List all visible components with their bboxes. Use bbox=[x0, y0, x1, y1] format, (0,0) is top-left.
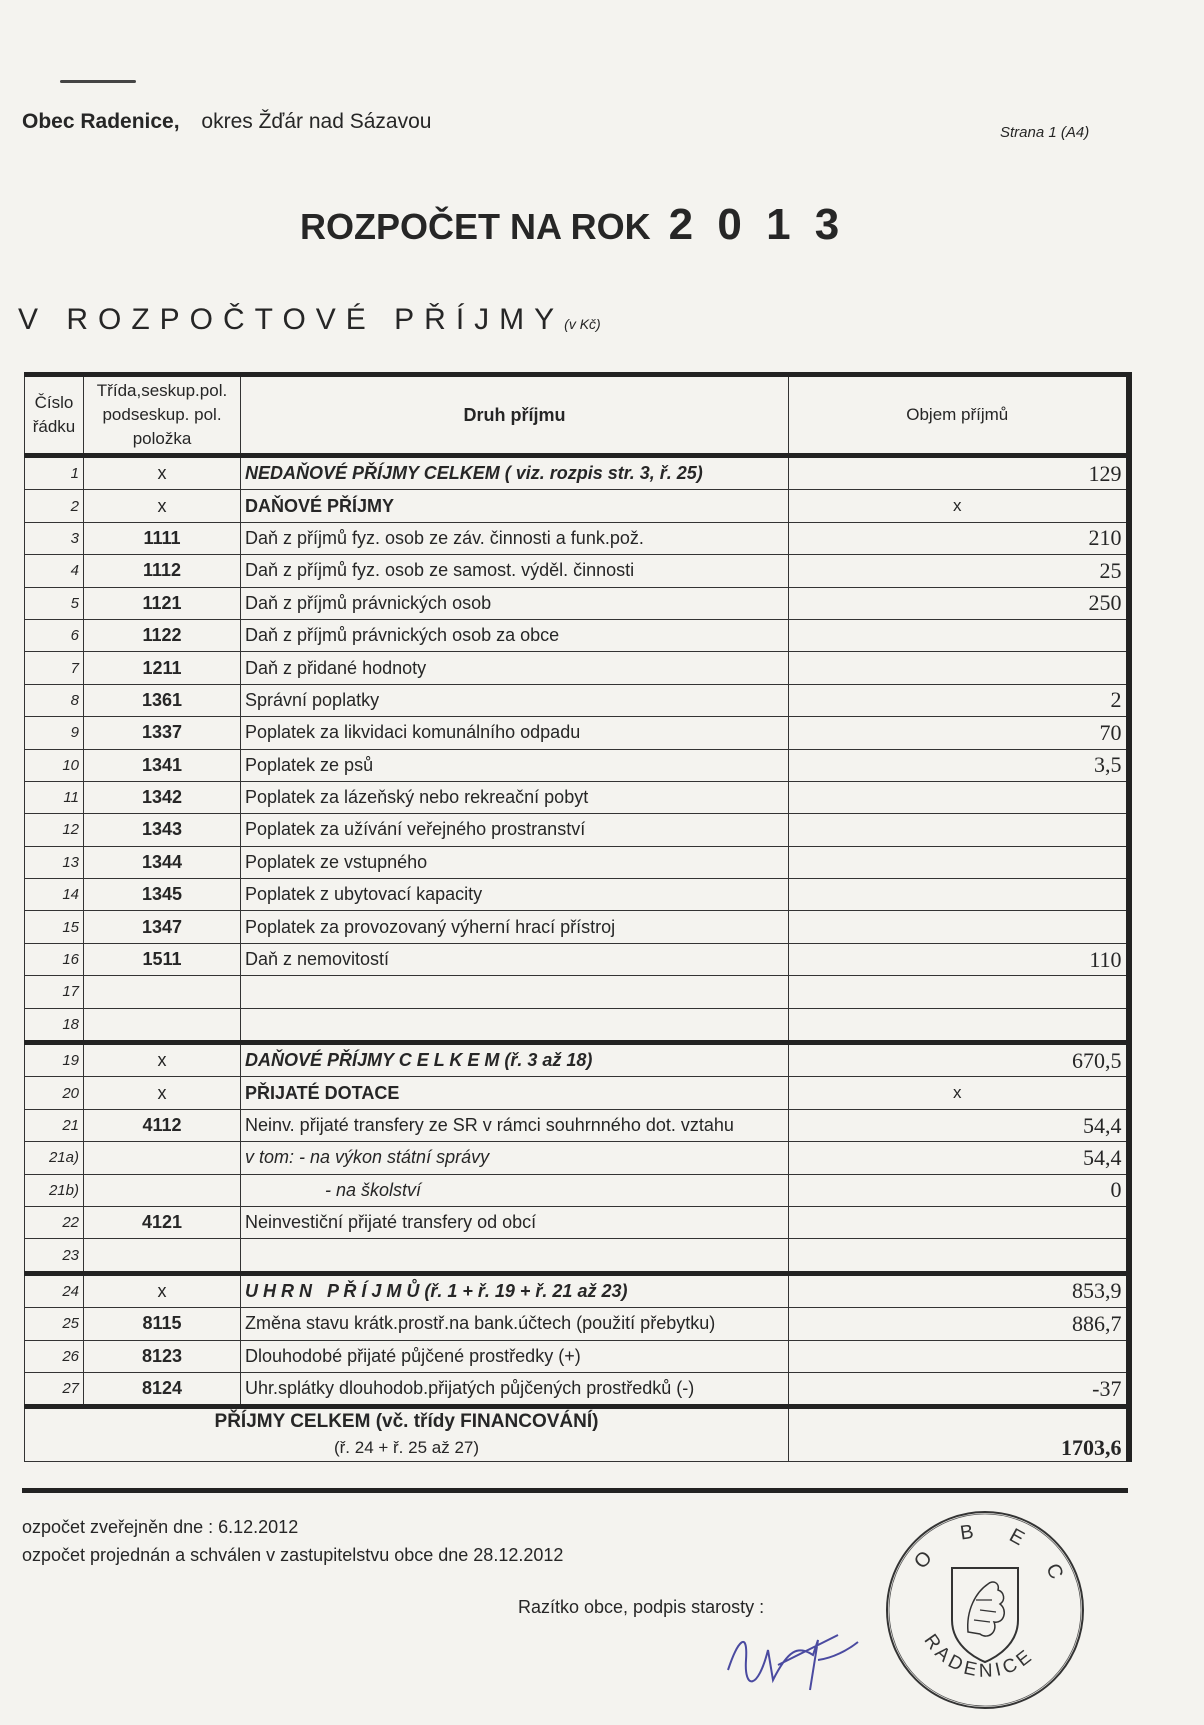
table-row bbox=[25, 911, 1129, 943]
table-row bbox=[25, 587, 1129, 619]
row-amount: 2 bbox=[789, 684, 1129, 716]
table-row bbox=[25, 1109, 1129, 1141]
row-amount bbox=[789, 846, 1129, 878]
row-number: 16 bbox=[25, 943, 84, 975]
row-number: 21a) bbox=[25, 1142, 84, 1174]
row-number: 9 bbox=[25, 717, 84, 749]
row-description: Daň z příjmů právnických osob bbox=[241, 587, 789, 619]
row-code: 1111 bbox=[84, 522, 241, 554]
row-description: Správní poplatky bbox=[241, 684, 789, 716]
municipal-stamp bbox=[880, 1500, 1090, 1710]
table-row bbox=[25, 1174, 1129, 1206]
row-number: 17 bbox=[25, 976, 84, 1008]
row-code: 8123 bbox=[84, 1340, 241, 1372]
total-value: 1703,6 bbox=[789, 1407, 1129, 1462]
row-description: NEDAŇOVÉ PŘÍJMY CELKEM ( viz. rozpis str. 3, ř. 25) bbox=[241, 456, 789, 490]
row-number: 15 bbox=[25, 911, 84, 943]
row-code: 1343 bbox=[84, 814, 241, 846]
section-label: V ROZPOČTOVÉ PŘÍJMY bbox=[18, 303, 565, 336]
row-amount bbox=[789, 879, 1129, 911]
row-amount: 129 bbox=[789, 456, 1129, 490]
table-row bbox=[25, 1340, 1129, 1372]
table-row bbox=[25, 879, 1129, 911]
table-row bbox=[25, 1008, 1129, 1042]
row-amount: x bbox=[789, 490, 1129, 522]
row-code bbox=[84, 1008, 241, 1042]
total-row bbox=[25, 1407, 1129, 1462]
district-name: okres Žďár nad Sázavou bbox=[201, 110, 432, 133]
row-description: Daň z nemovitostí bbox=[241, 943, 789, 975]
table-row bbox=[25, 522, 1129, 554]
row-number: 20 bbox=[25, 1077, 84, 1109]
row-number: 4 bbox=[25, 555, 84, 587]
table-row bbox=[25, 1372, 1129, 1406]
table-row bbox=[25, 717, 1129, 749]
table-header-row bbox=[25, 375, 1129, 456]
row-number: 1 bbox=[25, 456, 84, 490]
row-number: 3 bbox=[25, 522, 84, 554]
row-description: Daň z příjmů právnických osob za obce bbox=[241, 619, 789, 651]
row-description: Poplatek ze vstupného bbox=[241, 846, 789, 878]
row-code: 1112 bbox=[84, 555, 241, 587]
row-number: 25 bbox=[25, 1308, 84, 1340]
row-description: Daň z příjmů fyz. osob ze samost. výděl. činnosti bbox=[241, 555, 789, 587]
row-number: 21b) bbox=[25, 1174, 84, 1206]
row-amount bbox=[789, 652, 1129, 684]
table-row bbox=[25, 1308, 1129, 1340]
row-description: Změna stavu krátk.prostř.na bank.účtech (použití přebytku) bbox=[241, 1308, 789, 1340]
row-description bbox=[241, 1008, 789, 1042]
row-number: 27 bbox=[25, 1372, 84, 1406]
row-amount: 853,9 bbox=[789, 1273, 1129, 1307]
row-number: 23 bbox=[25, 1239, 84, 1273]
signature-icon bbox=[718, 1620, 868, 1700]
row-amount: 54,4 bbox=[789, 1142, 1129, 1174]
row-code: x bbox=[84, 490, 241, 522]
approved-note: ozpočet projednán a schválen v zastupitelstvu obce dne 28.12.2012 bbox=[22, 1545, 564, 1565]
row-code: x bbox=[84, 1273, 241, 1307]
row-amount bbox=[789, 1239, 1129, 1273]
row-number: 21 bbox=[25, 1109, 84, 1141]
table-row bbox=[25, 1239, 1129, 1273]
row-description: Poplatek za provozovaný výherní hrací přístroj bbox=[241, 911, 789, 943]
table-row bbox=[25, 781, 1129, 813]
table-row bbox=[25, 555, 1129, 587]
row-number: 12 bbox=[25, 814, 84, 846]
table-row bbox=[25, 1077, 1129, 1109]
table-row bbox=[25, 846, 1129, 878]
page-label: Strana 1 (A4) bbox=[1000, 124, 1090, 141]
municipality-name: Obec Radenice, bbox=[22, 110, 180, 133]
row-amount bbox=[789, 814, 1129, 846]
table-row bbox=[25, 1142, 1129, 1174]
header-type: Druh příjmu bbox=[241, 375, 789, 456]
lion-icon bbox=[968, 1582, 1005, 1636]
row-description: Poplatek za likvidaci komunálního odpadu bbox=[241, 717, 789, 749]
table-row bbox=[25, 814, 1129, 846]
row-description bbox=[241, 976, 789, 1008]
row-amount: -37 bbox=[789, 1372, 1129, 1406]
row-description: Daň z přidané hodnoty bbox=[241, 652, 789, 684]
row-description: U H R N P Ř Í J M Ů (ř. 1 + ř. 19 + ř. 21 až 23) bbox=[241, 1273, 789, 1307]
row-number: 19 bbox=[25, 1043, 84, 1077]
table-row bbox=[25, 1273, 1129, 1307]
table-row bbox=[25, 652, 1129, 684]
row-description: Dlouhodobé přijaté půjčené prostředky (+) bbox=[241, 1340, 789, 1372]
row-description: Daň z příjmů fyz. osob ze záv. činnosti a funk.pož. bbox=[241, 522, 789, 554]
table-body bbox=[25, 456, 1129, 1407]
table-row bbox=[25, 976, 1129, 1008]
row-number: 10 bbox=[25, 749, 84, 781]
row-amount bbox=[789, 1206, 1129, 1238]
row-amount: 25 bbox=[789, 555, 1129, 587]
row-amount bbox=[789, 976, 1129, 1008]
row-code: 4121 bbox=[84, 1206, 241, 1238]
row-amount: 210 bbox=[789, 522, 1129, 554]
row-amount: 110 bbox=[789, 943, 1129, 975]
row-code: 8124 bbox=[84, 1372, 241, 1406]
row-code bbox=[84, 1239, 241, 1273]
header-row-no: Číslo řádku bbox=[25, 375, 84, 456]
total-label: PŘÍJMY CELKEM (vč. třídy FINANCOVÁNÍ) bbox=[214, 1411, 599, 1433]
row-code: 1344 bbox=[84, 846, 241, 878]
row-amount bbox=[789, 1340, 1129, 1372]
row-description: - na školství bbox=[241, 1174, 789, 1206]
table-row bbox=[25, 684, 1129, 716]
row-amount: 54,4 bbox=[789, 1109, 1129, 1141]
row-code bbox=[84, 976, 241, 1008]
bottom-rule bbox=[22, 1488, 1128, 1493]
row-code: 1345 bbox=[84, 879, 241, 911]
row-number: 11 bbox=[25, 781, 84, 813]
row-code: 1361 bbox=[84, 684, 241, 716]
row-code: x bbox=[84, 456, 241, 490]
stamp-bottom-text: RADENICE bbox=[919, 1630, 1039, 1682]
header-left bbox=[22, 110, 431, 134]
published-note: ozpočet zveřejněn dne : 6.12.2012 bbox=[22, 1517, 299, 1537]
header-class: Třída,seskup.pol. podseskup. pol. položka bbox=[84, 375, 241, 456]
stamp-label: Razítko obce, podpis starosty : bbox=[518, 1597, 765, 1617]
row-number: 24 bbox=[25, 1273, 84, 1307]
row-code: 1337 bbox=[84, 717, 241, 749]
page-title bbox=[300, 200, 845, 250]
row-number: 18 bbox=[25, 1008, 84, 1042]
row-code: 1347 bbox=[84, 911, 241, 943]
row-description: v tom: - na výkon státní správy bbox=[241, 1142, 789, 1174]
row-description bbox=[241, 1239, 789, 1273]
row-number: 22 bbox=[25, 1206, 84, 1238]
row-code: 1342 bbox=[84, 781, 241, 813]
row-number: 13 bbox=[25, 846, 84, 878]
row-description: DAŇOVÉ PŘÍJMY bbox=[241, 490, 789, 522]
title-year: 2 0 1 3 bbox=[668, 200, 846, 249]
row-description: DAŇOVÉ PŘÍJMY C E L K E M (ř. 3 až 18) bbox=[241, 1043, 789, 1077]
row-description: Uhr.splátky dlouhodob.přijatých půjčených prostředků (-) bbox=[241, 1372, 789, 1406]
row-code: 1511 bbox=[84, 943, 241, 975]
row-amount: 886,7 bbox=[789, 1308, 1129, 1340]
section-unit: (v Kč) bbox=[564, 316, 601, 332]
row-number: 2 bbox=[25, 490, 84, 522]
row-number: 6 bbox=[25, 619, 84, 651]
row-amount: 670,5 bbox=[789, 1043, 1129, 1077]
table-row bbox=[25, 1043, 1129, 1077]
row-code: 1122 bbox=[84, 619, 241, 651]
table-row bbox=[25, 490, 1129, 522]
row-amount bbox=[789, 911, 1129, 943]
row-number: 26 bbox=[25, 1340, 84, 1372]
table-row bbox=[25, 1206, 1129, 1238]
row-amount bbox=[789, 781, 1129, 813]
total-sub: (ř. 24 + ř. 25 až 27) bbox=[333, 1438, 480, 1458]
row-amount: 0 bbox=[789, 1174, 1129, 1206]
table-row bbox=[25, 619, 1129, 651]
row-code: 4112 bbox=[84, 1109, 241, 1141]
row-description: Poplatek z ubytovací kapacity bbox=[241, 879, 789, 911]
row-code: x bbox=[84, 1043, 241, 1077]
row-code bbox=[84, 1142, 241, 1174]
table-row bbox=[25, 456, 1129, 490]
row-amount: 70 bbox=[789, 717, 1129, 749]
total-label-cell bbox=[25, 1407, 789, 1462]
row-code: 1341 bbox=[84, 749, 241, 781]
budget-table bbox=[24, 372, 1132, 1462]
row-description: Poplatek za lázeňský nebo rekreační pobyt bbox=[241, 781, 789, 813]
row-code: 8115 bbox=[84, 1308, 241, 1340]
section-heading bbox=[18, 303, 601, 337]
row-description: Poplatek ze psů bbox=[241, 749, 789, 781]
row-number: 7 bbox=[25, 652, 84, 684]
row-code bbox=[84, 1174, 241, 1206]
row-amount bbox=[789, 1008, 1129, 1042]
row-amount: 3,5 bbox=[789, 749, 1129, 781]
table-row bbox=[25, 943, 1129, 975]
title-text: ROZPOČET NA ROK bbox=[300, 206, 651, 247]
row-code: 1121 bbox=[84, 587, 241, 619]
row-amount: 250 bbox=[789, 587, 1129, 619]
header-amount: Objem příjmů bbox=[789, 375, 1129, 456]
row-number: 14 bbox=[25, 879, 84, 911]
row-description: Neinv. přijaté transfery ze SR v rámci souhrnného dot. vztahu bbox=[241, 1109, 789, 1141]
row-number: 5 bbox=[25, 587, 84, 619]
table-row bbox=[25, 749, 1129, 781]
top-rule bbox=[60, 80, 136, 83]
shield-icon bbox=[952, 1568, 1018, 1662]
row-description: PŘIJATÉ DOTACE bbox=[241, 1077, 789, 1109]
row-description: Neinvestiční přijaté transfery od obcí bbox=[241, 1206, 789, 1238]
row-code: 1211 bbox=[84, 652, 241, 684]
row-code: x bbox=[84, 1077, 241, 1109]
row-number: 8 bbox=[25, 684, 84, 716]
row-amount bbox=[789, 619, 1129, 651]
row-amount: x bbox=[789, 1077, 1129, 1109]
row-description: Poplatek za užívání veřejného prostranství bbox=[241, 814, 789, 846]
stamp-top-text: O B E C bbox=[910, 1518, 1074, 1596]
